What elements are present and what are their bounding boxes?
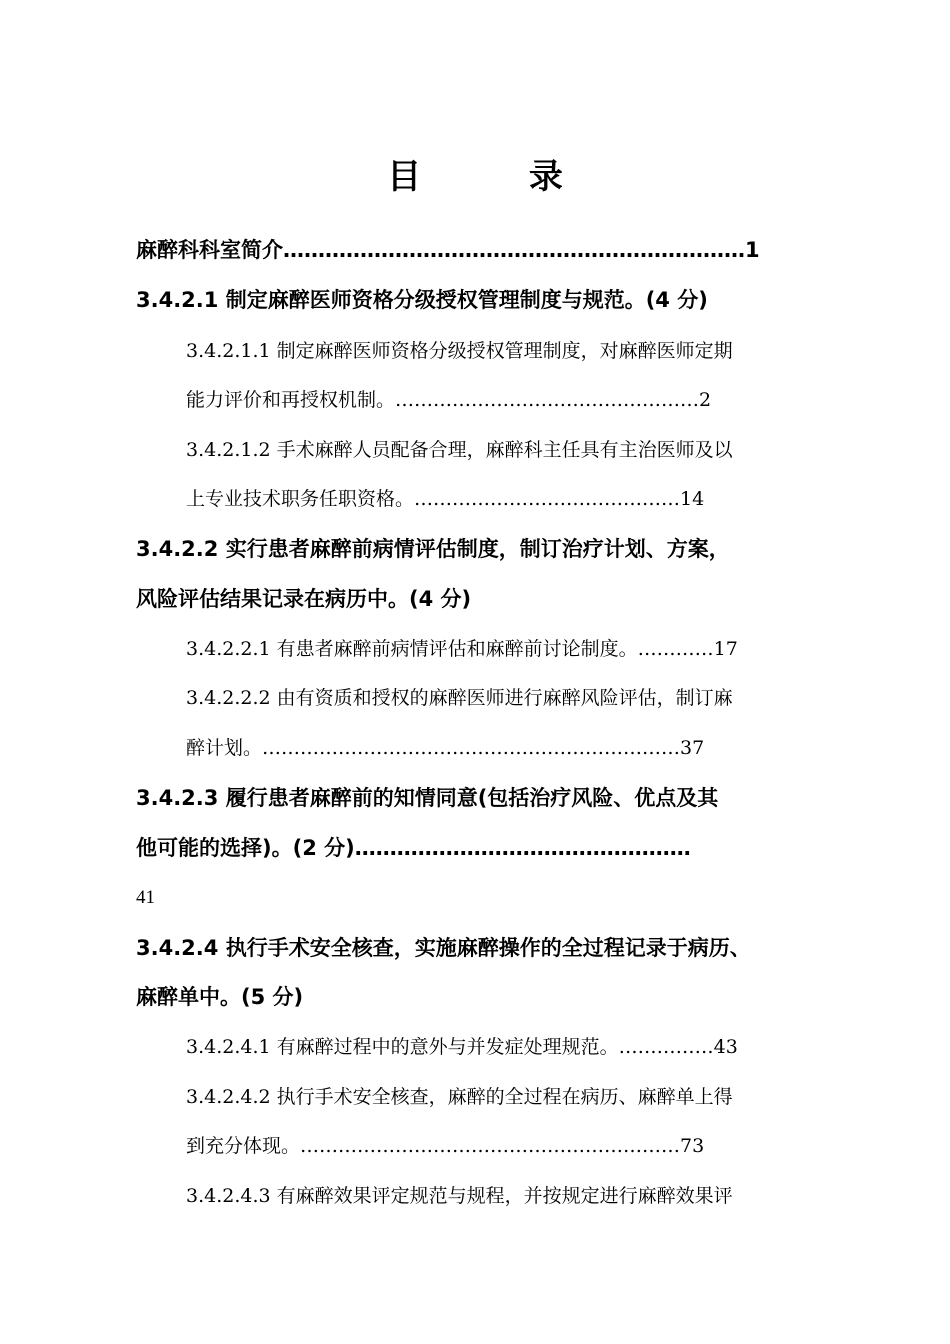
toc-entry-3-4-2-4-2: 3.4.2.4.2 执行手术安全核查，麻醉的全过程在病历、麻醉单上得 (186, 1086, 733, 1108)
toc-entry-3-4-2-2-cont: 风险评估结果记录在病历中。(4 分) (136, 587, 472, 611)
toc-entry-3-4-2-4-1: 3.4.2.4.1 有麻醉过程中的意外与并发症处理规范。……………43 (186, 1036, 738, 1058)
toc-entry-3-4-2-2-2: 3.4.2.2.2 由有资质和授权的麻醉医师进行麻醉风险评估，制订麻 (186, 687, 733, 709)
toc-title: 目 录 (387, 157, 611, 197)
toc-entry-3-4-2-3: 3.4.2.3 履行患者麻醉前的知情同意(包括治疗风险、优点及其 (136, 786, 719, 810)
toc-entry-3-4-2-4-3: 3.4.2.4.3 有麻醉效果评定规范与规程，并按规定进行麻醉效果评 (186, 1185, 733, 1207)
toc-entry-intro: 麻醉科科室简介…………………………………………………………1 (136, 238, 760, 262)
toc-entry-3-4-2-4-2-cont: 到充分体现。……………………………………………………73 (186, 1135, 705, 1157)
toc-entry-3-4-2-2-1: 3.4.2.2.1 有患者麻醉前病情评估和麻醉前讨论制度。…………17 (186, 638, 738, 660)
toc-entry-3-4-2-4-cont: 麻醉单中。(5 分) (136, 985, 304, 1009)
toc-entry-3-4-2-2-2-cont: 醉计划。…………………………………………………………37 (186, 737, 705, 759)
toc-entry-3-4-2-1-1: 3.4.2.1.1 制定麻醉医师资格分级授权管理制度，对麻醉医师定期 (186, 340, 733, 362)
toc-entry-3-4-2-1: 3.4.2.1 制定麻醉医师资格分级授权管理制度与规范。(4 分) (136, 288, 708, 312)
toc-page-number: 41 (136, 887, 155, 908)
toc-entry-3-4-2-2: 3.4.2.2 实行患者麻醉前病情评估制度，制订治疗计划、方案， (136, 537, 730, 561)
toc-entry-3-4-2-1-1-cont: 能力评价和再授权机制。…………………………………………2 (186, 389, 712, 411)
toc-entry-3-4-2-1-2-cont: 上专业技术职务任职资格。……………………………………14 (186, 488, 705, 510)
toc-entry-3-4-2-1-2: 3.4.2.1.2 手术麻醉人员配备合理，麻醉科主任具有主治医师及以 (186, 439, 733, 461)
toc-entry-3-4-2-3-cont: 他可能的选择)。(2 分)………………………………………… (136, 836, 691, 860)
toc-entry-3-4-2-4: 3.4.2.4 执行手术安全核查，实施麻醉操作的全过程记录于病历、 (136, 936, 751, 960)
